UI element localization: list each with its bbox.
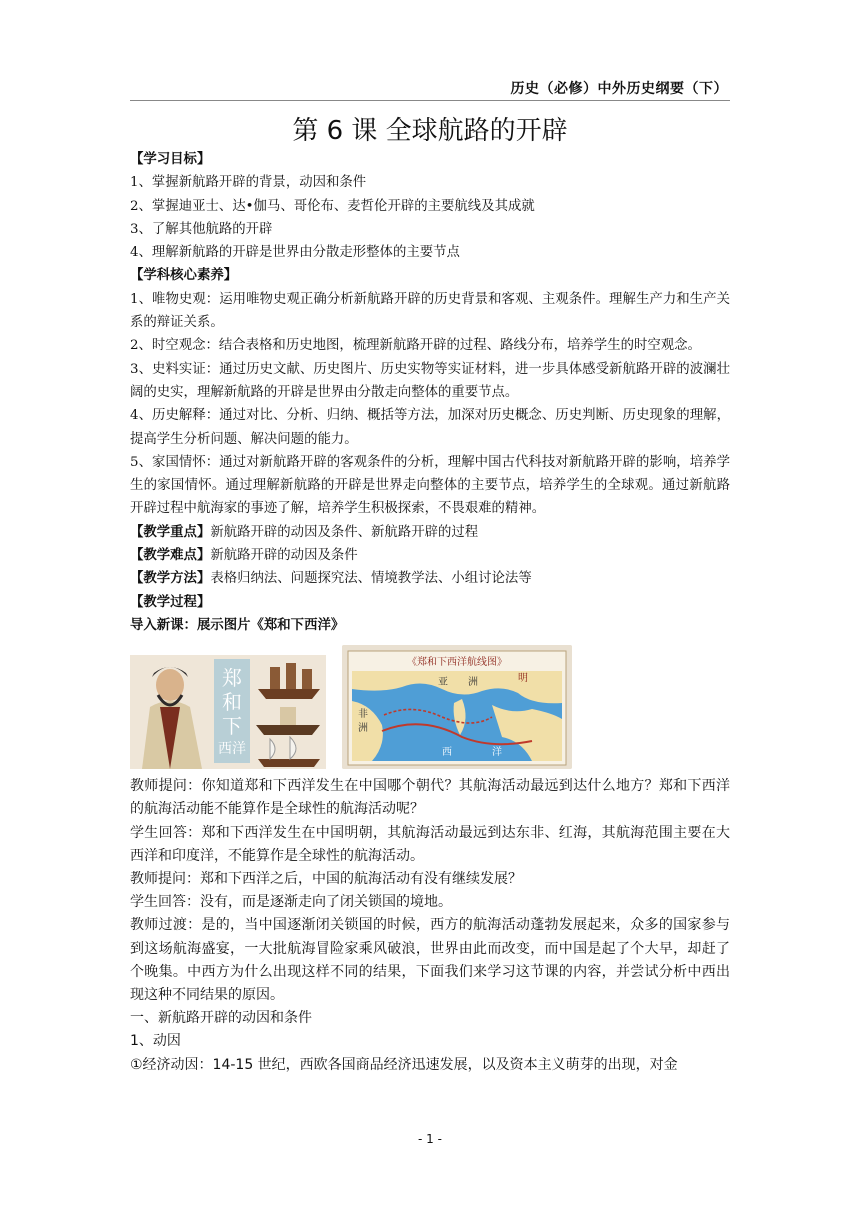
subsection-heading: 1、动因 (130, 1033, 181, 1050)
diff-text: 新航路开辟的动因及条件 (210, 548, 358, 564)
zheng-he-illustration (130, 655, 326, 769)
key-point (130, 521, 730, 544)
goals-heading: 【学习目标】 (130, 152, 211, 167)
section-heading: 一、新航路开辟的动因和条件 (130, 1010, 312, 1027)
intro-title: 导入新课：展示图片《郑和下西洋》 (130, 617, 345, 633)
dialogue-paragraph: 教师提问：郑和下西洋之后，中国的航海活动有没有继续发展？ (130, 871, 522, 888)
core-item: 1、唯物史观：运用唯物史观正确分析新航路开辟的历史背景和客观、主观条件。理解生产力和生产关系的辩证关系。 (130, 291, 730, 331)
method-label: 【教学方法】 (130, 571, 211, 587)
dialogue-paragraph: ①经济动因：14-15 世纪，西欧各国商品经济迅速发展，以及资本主义萌芽的出现，对金 (130, 1056, 678, 1073)
goal-item: 4、理解新航路的开辟是世界由分散走形整体的主要节点 (130, 245, 460, 261)
core-item: 2、时空观念：结合表格和历史地图，梳理新航路开辟的过程、路线分布，培养学生的时空观念。 (130, 338, 701, 354)
key-label: 【教学重点】 (130, 524, 211, 540)
svg-text:西洋: 西洋 (218, 741, 246, 758)
dialogue-paragraph: 学生回答：郑和下西洋发生在中国明朝，其航海活动最远到达东非、红海，其航海范围主要在大西洋和印度洋，不能算作是全球性的航海活动。 (130, 824, 730, 864)
svg-text:下: 下 (222, 714, 242, 739)
core-heading: 【学科核心素养】 (130, 268, 238, 284)
image-row (130, 645, 730, 775)
dialogue-paragraph: 教师提问：你知道郑和下西洋发生在中国哪个朝代？其航海活动最远到达什么地方？郑和下西洋的航海活动能不能算作是全球性的航海活动呢？ (130, 778, 730, 818)
svg-text:亚: 亚 (438, 677, 448, 689)
method-point (130, 567, 730, 590)
process-heading: 【教学过程】 (130, 594, 211, 610)
dialogue-paragraph: 学生回答：没有，而是逐渐走向了闭关锁国的境地。 (130, 894, 452, 911)
document-body (130, 148, 730, 1077)
difficulty-point (130, 544, 730, 567)
header-rule (130, 100, 730, 101)
page-number: - 1 - (418, 1132, 442, 1146)
svg-text:和: 和 (222, 690, 242, 715)
dialogue-section (130, 775, 730, 1077)
zheng-he-image (130, 655, 326, 769)
map-title: 《郑和下西洋航线图》 (407, 657, 507, 669)
svg-text:非: 非 (358, 709, 368, 721)
svg-text:郑: 郑 (222, 666, 242, 691)
svg-text:洲: 洲 (358, 723, 368, 735)
svg-text:洋: 洋 (492, 747, 502, 759)
goal-item: 1、掌握新航路开辟的背景，动因和条件 (130, 175, 367, 191)
svg-text:洲: 洲 (468, 677, 478, 689)
goal-item: 3、了解其他航路的开辟 (130, 221, 273, 237)
voyage-map (342, 645, 572, 769)
key-text: 新航路开辟的动因及条件、新航路开辟的过程 (210, 524, 479, 540)
core-item: 4、历史解释：通过对比、分析、归纳、概括等方法，加深对历史概念、历史判断、历史现象的理解，提高学生分析问题、解决问题的能力。 (130, 408, 730, 447)
page-title: 第 6 课 全球航路的开辟 (292, 116, 568, 146)
svg-text:西: 西 (442, 747, 452, 759)
book-header: 历史（必修）中外历史纲要（下） (510, 81, 728, 97)
dialogue-paragraph: 教师过渡：是的，当中国逐渐闭关锁国的时候，西方的航海活动蓬勃发展起来，众多的国家参与到这场航海盛宴，一大批航海冒险家乘风破浪，世界由此而改变，而中国是起了个大早，却赶了个晚集。中西方为什么出现这样不同的结果，下面我们来学习这节课的内容，并尝试分析中西出现这种不同结果的原因。 (130, 917, 730, 1004)
goal-item: 2、掌握迪亚士、达•伽马、哥伦布、麦哲伦开辟的主要航线及其成就 (130, 198, 535, 214)
core-item: 5、家国情怀：通过对新航路开辟的客观条件的分析，理解中国古代科技对新航路开辟的影响，培养学生的家国情怀。通过理解新航路的开辟是世界走向整体的主要节点，培养学生的全球观。通过新航路开辟过程中航海家的事迹了解，培养学生积极探索，不畏艰难的精神。 (130, 454, 730, 517)
svg-text:明: 明 (518, 673, 528, 685)
method-text: 表格归纳法、问题探究法、情境教学法、小组讨论法等 (210, 571, 532, 587)
diff-label: 【教学难点】 (130, 548, 211, 564)
core-item: 3、史料实证：通过历史文献、历史图片、历史实物等实证材料，进一步具体感受新航路开辟的波澜壮阔的史实，理解新航路的开辟是世界由分散走向整体的重要节点。 (130, 361, 730, 400)
voyage-map-image (342, 645, 572, 769)
